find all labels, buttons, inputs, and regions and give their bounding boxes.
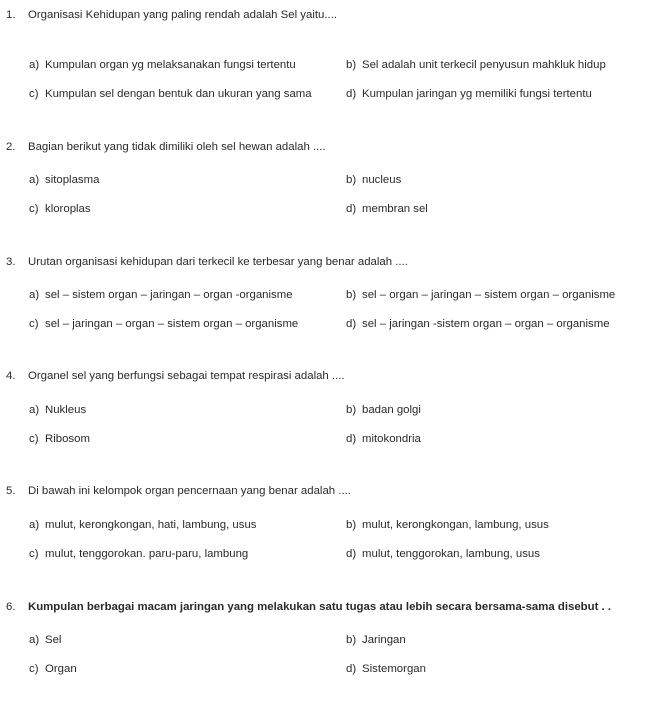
question-stem: [6, 601, 611, 613]
option-d[interactable]: d) sel – jaringan -sistem organ – organ – organisme: [346, 318, 610, 330]
question-text: Urutan organisasi kehidupan dari terkecil ke terbesar yang benar adalah ....: [28, 256, 408, 268]
option-c[interactable]: c) Organ: [29, 663, 77, 675]
option-d[interactable]: d) mitokondria: [346, 433, 421, 445]
question-stem: [6, 9, 337, 21]
option-a[interactable]: a) mulut, kerongkongan, hati, lambung, usus: [29, 519, 257, 531]
option-c[interactable]: c) sel – jaringan – organ – sistem organ – organisme: [29, 318, 299, 330]
question-number: 5.: [6, 485, 16, 497]
option-d[interactable]: d) Kumpulan jaringan yg memiliki fungsi tertentu: [346, 88, 592, 100]
option-a[interactable]: a) sel – sistem organ – jaringan – organ -organisme: [29, 289, 293, 301]
question-number: 4.: [6, 370, 16, 382]
question-stem: [6, 141, 326, 153]
option-b[interactable]: b) Jaringan: [346, 634, 406, 646]
option-b[interactable]: b) mulut, kerongkongan, lambung, usus: [346, 519, 549, 531]
question-stem: [6, 256, 408, 268]
option-b[interactable]: b) Sel adalah unit terkecil penyusun mahkluk hidup: [346, 59, 606, 71]
question-stem: [6, 485, 351, 497]
option-d[interactable]: d) mulut, tenggorokan, lambung, usus: [346, 548, 540, 560]
question-text: Kumpulan berbagai macam jaringan yang melakukan satu tugas atau lebih secara bersama-sama disebut . .: [28, 601, 612, 613]
question-number: 3.: [6, 256, 16, 268]
option-c[interactable]: c) Kumpulan sel dengan bentuk dan ukuran yang sama: [29, 88, 312, 100]
option-c[interactable]: c) mulut, tenggorokan. paru-paru, lambung: [29, 548, 249, 560]
option-a[interactable]: a) sitoplasma: [29, 174, 100, 186]
option-a[interactable]: a) Kumpulan organ yg melaksanakan fungsi tertentu: [29, 59, 296, 71]
option-c[interactable]: c) kloroplas: [29, 203, 91, 215]
question-text: Bagian berikut yang tidak dimiliki oleh sel hewan adalah ....: [28, 141, 326, 153]
question-stem: [6, 370, 345, 382]
question-text: Organel sel yang berfungsi sebagai tempat respirasi adalah ....: [28, 370, 345, 382]
question-number: 6.: [6, 601, 16, 613]
option-c[interactable]: c) Ribosom: [29, 433, 90, 445]
question-number: 2.: [6, 141, 16, 153]
option-b[interactable]: b) sel – organ – jaringan – sistem organ – organisme: [346, 289, 616, 301]
option-b[interactable]: b) badan golgi: [346, 404, 421, 416]
option-b[interactable]: b) nucleus: [346, 174, 402, 186]
option-a[interactable]: a) Sel: [29, 634, 62, 646]
option-d[interactable]: d) Sistemorgan: [346, 663, 426, 675]
option-d[interactable]: d) membran sel: [346, 203, 428, 215]
question-text: Di bawah ini kelompok organ pencernaan yang benar adalah ....: [28, 485, 351, 497]
question-number: 1.: [6, 9, 16, 21]
option-a[interactable]: a) Nukleus: [29, 404, 87, 416]
question-text: Organisasi Kehidupan yang paling rendah adalah Sel yaitu....: [28, 9, 338, 21]
